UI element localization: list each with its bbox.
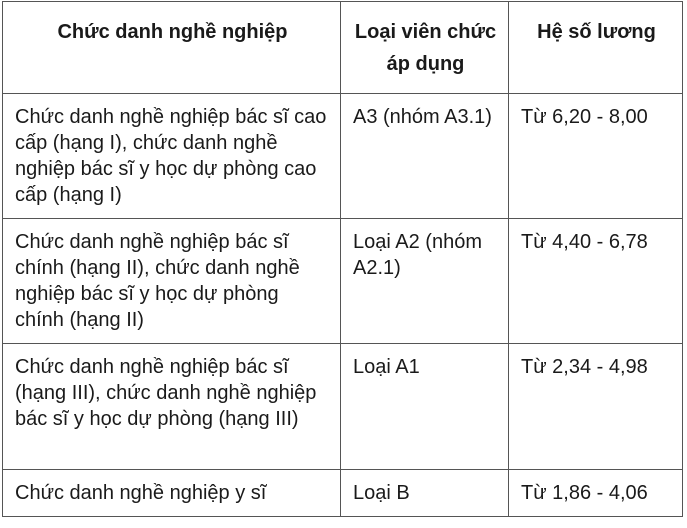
salary-table [2,1,683,517]
cell-job-title: Chức danh nghề nghiệp bác sĩ cao cấp (hạng I), chức danh nghề nghiệp bác sĩ y học dự phòng cao cấp (hạng I) [3,94,341,219]
cell-job-title: Chức danh nghề nghiệp y sĩ [3,470,341,517]
cell-employee-type: Loại A2 (nhóm A2.1) [341,219,509,344]
cell-salary-coefficient: Từ 4,40 - 6,78 [509,219,683,344]
header-salary-coefficient: Hệ số lương [509,2,683,94]
cell-salary-coefficient: Từ 1,86 - 4,06 [509,470,683,517]
table-body [3,94,683,517]
table-row [3,94,683,219]
header-job-title: Chức danh nghề nghiệp [3,2,341,94]
table-row [3,219,683,344]
cell-employee-type: Loại A1 [341,344,509,470]
header-employee-type: Loại viên chức áp dụng [341,2,509,94]
cell-job-title: Chức danh nghề nghiệp bác sĩ chính (hạng II), chức danh nghề nghiệp bác sĩ y học dự phòng chính (hạng II) [3,219,341,344]
table-header [3,2,683,94]
cell-salary-coefficient: Từ 6,20 - 8,00 [509,94,683,219]
cell-salary-coefficient: Từ 2,34 - 4,98 [509,344,683,470]
cell-employee-type: A3 (nhóm A3.1) [341,94,509,219]
table-row [3,344,683,470]
header-row [3,2,683,94]
cell-job-title: Chức danh nghề nghiệp bác sĩ (hạng III), chức danh nghề nghiệp bác sĩ y học dự phòng (hạng III) [3,344,341,470]
cell-employee-type: Loại B [341,470,509,517]
table-row [3,470,683,517]
